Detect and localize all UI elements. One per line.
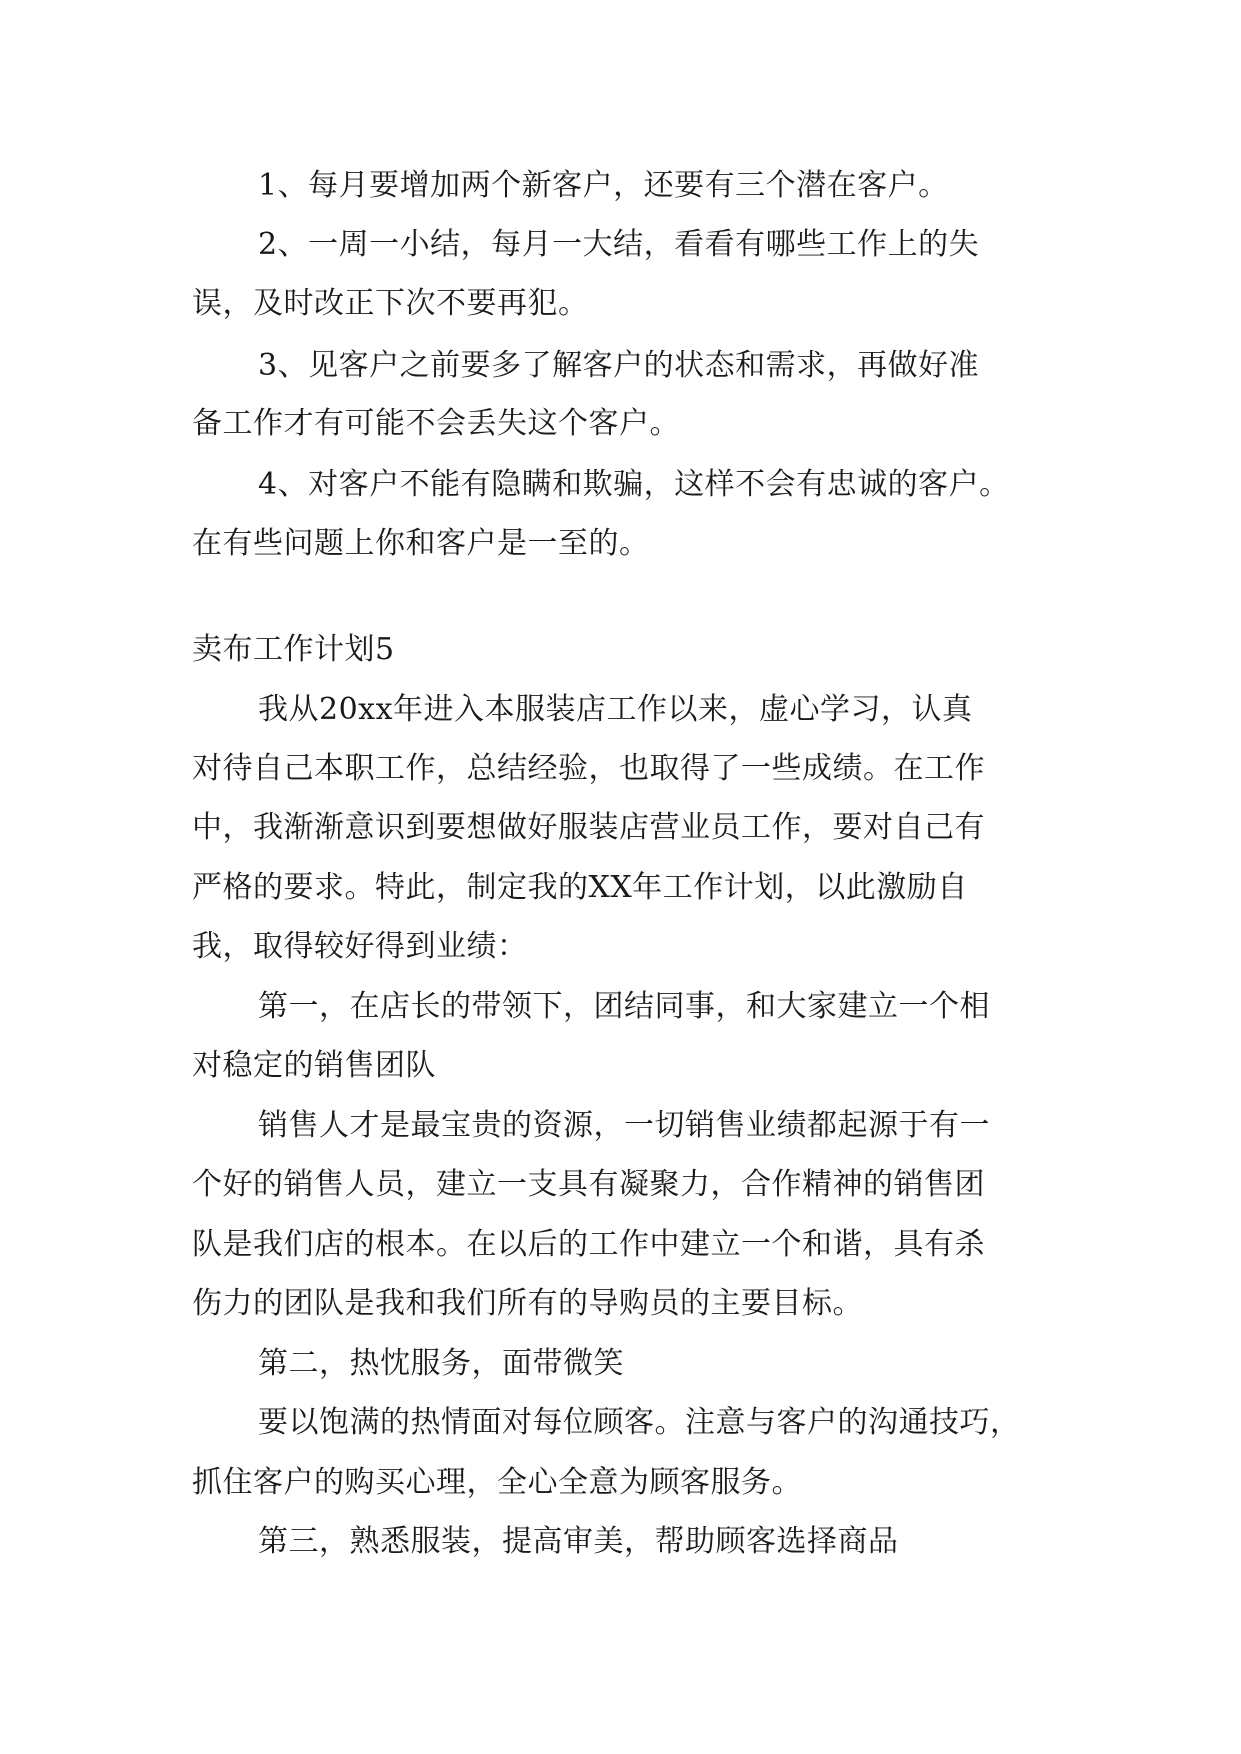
- intro-paragraph-line: 对待自己本职工作，总结经验，也取得了一些成绩。在工作: [192, 751, 985, 786]
- list-item-3-continued: 备工作才有可能不会丢失这个客户。: [192, 406, 680, 441]
- intro-paragraph-line: 中，我渐渐意识到要想做好服装店营业员工作，要对自己有: [192, 810, 985, 845]
- list-item-3: 3、见客户之前要多了解客户的状态和需求，再做好准: [258, 348, 980, 383]
- point-one-paragraph-line: 队是我们店的根本。在以后的工作中建立一个和谐，具有杀: [192, 1227, 985, 1262]
- point-two-paragraph-line: 抓住客户的购买心理，全心全意为顾客服务。: [192, 1465, 802, 1500]
- point-three-heading: 第三，熟悉服装，提高审美，帮助顾客选择商品: [258, 1524, 899, 1559]
- section-heading: 卖布工作计划5: [192, 632, 395, 667]
- point-two-heading: 第二，热忱服务，面带微笑: [258, 1346, 624, 1381]
- point-one-paragraph-line: 伤力的团队是我和我们所有的导购员的主要目标。: [192, 1286, 863, 1321]
- list-item-1: 1、每月要增加两个新客户，还要有三个潜在客户。: [258, 168, 949, 203]
- list-item-2: 2、一周一小结，每月一大结，看看有哪些工作上的失: [258, 227, 980, 262]
- intro-paragraph-line: 我从20xx年进入本服装店工作以来，虚心学习，认真: [258, 692, 973, 727]
- list-item-4-continued: 在有些问题上你和客户是一至的。: [192, 526, 650, 561]
- point-two-paragraph-line: 要以饱满的热情面对每位顾客。注意与客户的沟通技巧，: [258, 1405, 1021, 1440]
- point-one-heading-continued: 对稳定的销售团队: [192, 1048, 436, 1083]
- intro-paragraph-line: 我，取得较好得到业绩：: [192, 929, 528, 964]
- intro-paragraph-line: 严格的要求。特此，制定我的XX年工作计划，以此激励自: [192, 870, 968, 905]
- list-item-2-continued: 误，及时改正下次不要再犯。: [192, 286, 589, 321]
- list-item-4: 4、对客户不能有隐瞒和欺骗，这样不会有忠诚的客户。: [258, 467, 1010, 502]
- point-one-paragraph-line: 销售人才是最宝贵的资源，一切销售业绩都起源于有一: [258, 1108, 990, 1143]
- point-one-paragraph-line: 个好的销售人员，建立一支具有凝聚力，合作精神的销售团: [192, 1167, 985, 1202]
- point-one-heading: 第一，在店长的带领下，团结同事，和大家建立一个相: [258, 989, 990, 1024]
